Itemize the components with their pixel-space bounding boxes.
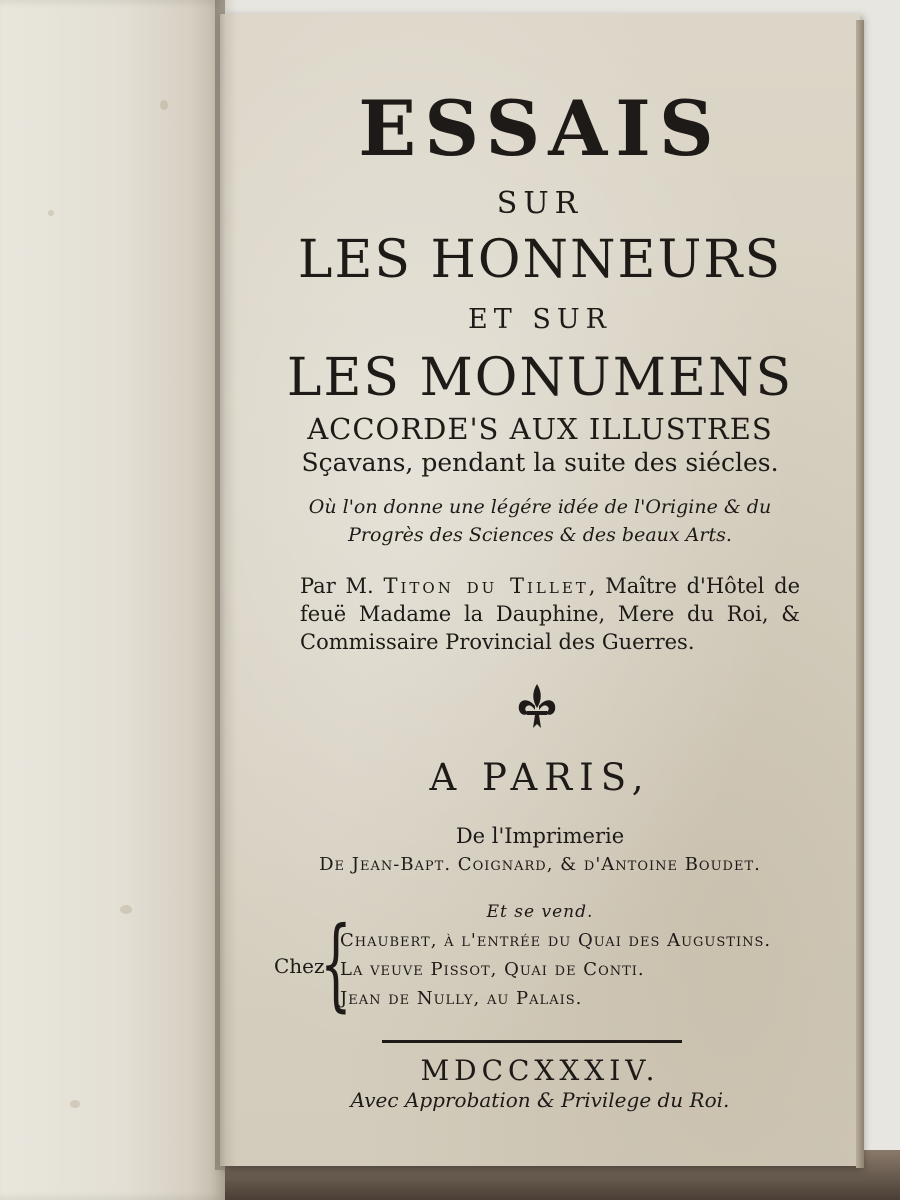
approbation-line: Avec Approbation & Privilege du Roi. — [350, 1088, 730, 1112]
book-gutter — [215, 0, 237, 1170]
divider-rule — [382, 1040, 682, 1043]
sellers-list — [340, 926, 771, 1013]
left-blank-page — [0, 0, 225, 1200]
subtitle-italic-1: Où l'on donne une légére idée de l'Origine & du — [308, 496, 772, 518]
chez-label: Chez — [274, 954, 325, 978]
imprint-line-1: De l'Imprimerie — [455, 824, 625, 848]
book-title: ESSAIS — [358, 84, 722, 173]
title-line-honneurs: LES HONNEURS — [297, 230, 783, 290]
page-fore-edge — [856, 20, 864, 1168]
imprint-line-2: De Jean-Bapt. Coignard, & d'Antoine Boudet. — [319, 854, 761, 875]
seller-nully: Jean de Nully, au Palais. — [340, 988, 583, 1009]
author-byline — [300, 572, 800, 656]
byline-rest: , Maître d'Hôtel de feuë Madame la Dauphine, Mere du Roi, & Commissaire Provincial des Guerres. — [300, 574, 800, 654]
seller-pissot: La veuve Pissot, Quai de Conti. — [340, 959, 645, 980]
seller-chaubert: Chaubert, à l'entrée du Quai des Augustins. — [340, 930, 772, 951]
sold-by-label: Et se vend. — [486, 902, 594, 922]
title-line-monumens: LES MONUMENS — [286, 348, 794, 408]
title-sur: SUR — [496, 186, 584, 221]
fleur-de-lis-icon — [515, 682, 559, 732]
byline-prefix: Par M. — [300, 574, 374, 598]
title-line-accordes: ACCORDE'S AUX ILLUSTRES — [307, 412, 773, 446]
publication-date: MDCCXXXIV. — [420, 1054, 660, 1087]
brace-icon: { — [320, 905, 352, 1022]
imprint-city: A PARIS, — [429, 756, 651, 799]
title-et-sur: ET SUR — [468, 304, 612, 335]
title-page — [220, 14, 860, 1166]
subtitle-italic-2: Progrès des Sciences & des beaux Arts. — [348, 524, 732, 546]
title-line-scavans: Sçavans, pendant la suite des siécles. — [301, 448, 779, 477]
author-name: Titon du Tillet — [383, 574, 589, 598]
